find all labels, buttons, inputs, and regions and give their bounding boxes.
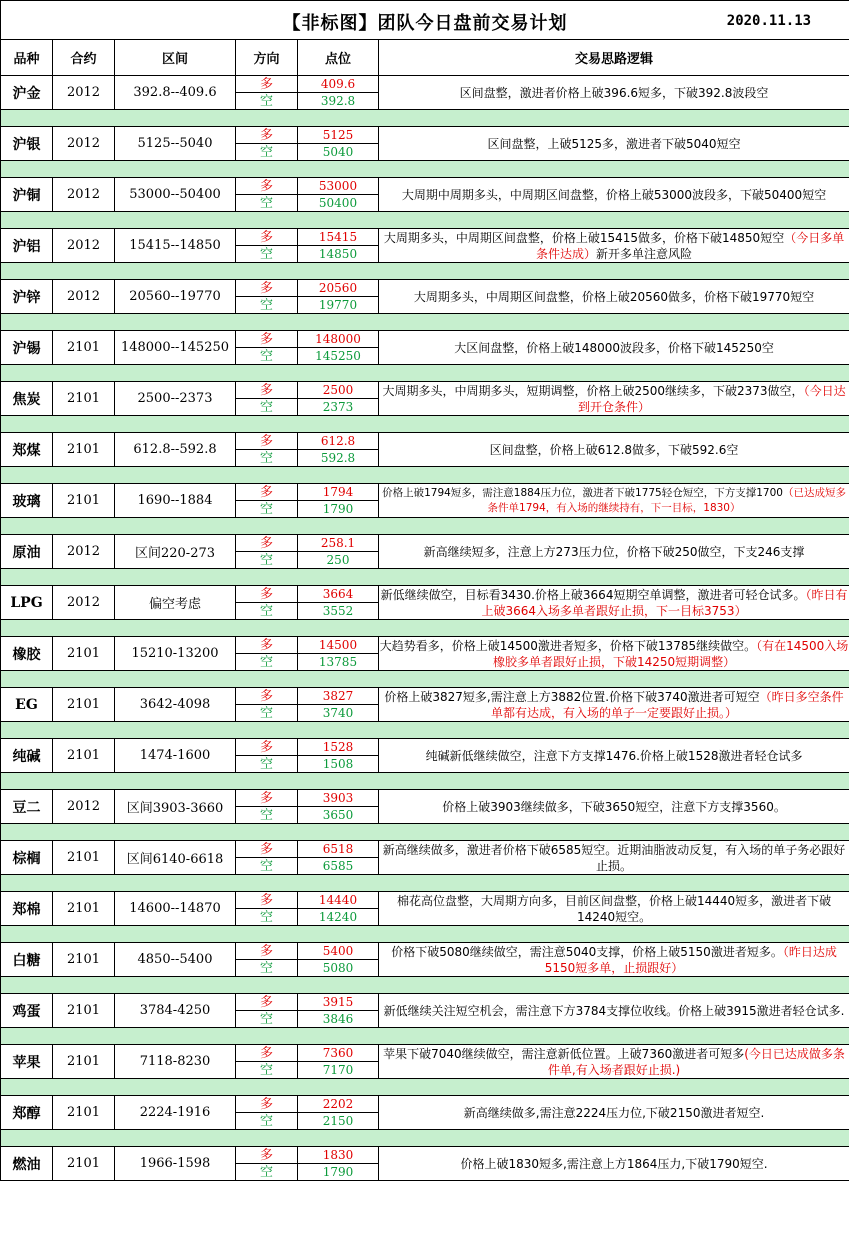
- contract-code: 2012: [53, 127, 115, 161]
- row-separator: [1, 569, 849, 586]
- level-long: 612.8: [298, 433, 379, 450]
- logic-text: 大区间盘整，价格上破148000波段多，价格下破145250空: [454, 340, 774, 355]
- separator-band: [1, 620, 849, 637]
- trade-logic: [379, 739, 849, 773]
- variety-name: 沪锡: [1, 331, 53, 365]
- contract-code: 2012: [53, 790, 115, 824]
- direction-short: 空: [236, 960, 298, 977]
- level-short: 2373: [298, 399, 379, 416]
- level-long: 2500: [298, 382, 379, 399]
- separator-band: [1, 1079, 849, 1096]
- separator-band: [1, 569, 849, 586]
- logic-text: 大周期多头，中周期多头，短期调整，价格上破2500继续多，下破2373做空，: [382, 383, 804, 398]
- price-range: 15415--14850: [115, 229, 236, 263]
- logic-text: 区间盘整，上破5125多，激进者下破5040短空: [487, 136, 741, 151]
- logic-text: 区间盘整，激进者价格上破396.6短多，下破392.8波段空: [459, 85, 769, 100]
- price-range: 4850--5400: [115, 943, 236, 977]
- level-short: 7170: [298, 1062, 379, 1079]
- row-separator: [1, 161, 849, 178]
- contract-code: 2012: [53, 229, 115, 263]
- logic-note: （昨日有上破3664入场多单者跟好止损，下一目标3753）: [481, 587, 848, 618]
- direction-short: 空: [236, 756, 298, 773]
- table-row: [1, 484, 849, 501]
- table-row: [1, 382, 849, 399]
- price-range: 5125--5040: [115, 127, 236, 161]
- direction-long: 多: [236, 943, 298, 960]
- trade-logic: [379, 535, 849, 569]
- trade-logic: [379, 382, 849, 416]
- price-range: 20560--19770: [115, 280, 236, 314]
- direction-short: 空: [236, 450, 298, 467]
- trade-logic: [379, 433, 849, 467]
- direction-long: 多: [236, 382, 298, 399]
- variety-name: 沪铜: [1, 178, 53, 212]
- level-short: 1508: [298, 756, 379, 773]
- level-short: 14240: [298, 909, 379, 926]
- row-separator: [1, 671, 849, 688]
- table-row: [1, 943, 849, 960]
- row-separator: [1, 1079, 849, 1096]
- direction-long: 多: [236, 1045, 298, 1062]
- level-long: 20560: [298, 280, 379, 297]
- price-range: 14600--14870: [115, 892, 236, 926]
- header-logic: 交易思路逻辑: [379, 40, 849, 76]
- trade-logic: [379, 127, 849, 161]
- contract-code: 2101: [53, 637, 115, 671]
- level-long: 6518: [298, 841, 379, 858]
- trade-logic: [379, 331, 849, 365]
- price-range: 148000--145250: [115, 331, 236, 365]
- direction-long: 多: [236, 994, 298, 1011]
- direction-long: 多: [236, 739, 298, 756]
- level-short: 145250: [298, 348, 379, 365]
- logic-text: 纯碱新低继续做空，注意下方支撑1476.价格上破1528激进者轻仓试多: [425, 748, 803, 763]
- direction-short: 空: [236, 1011, 298, 1028]
- level-long: 2202: [298, 1096, 379, 1113]
- contract-code: 2101: [53, 892, 115, 926]
- level-short: 2150: [298, 1113, 379, 1130]
- separator-band: [1, 110, 849, 127]
- separator-band: [1, 314, 849, 331]
- logic-text: 新低继续关注短空机会，需注意下方3784支撑位收线。价格上破3915激进者轻仓试多.: [383, 1003, 845, 1018]
- direction-long: 多: [236, 637, 298, 654]
- direction-short: 空: [236, 807, 298, 824]
- variety-name: 白糖: [1, 943, 53, 977]
- direction-short: 空: [236, 1164, 298, 1181]
- page-title: 【非标图】团队今日盘前交易计划: [282, 13, 568, 34]
- price-range: 2500--2373: [115, 382, 236, 416]
- direction-short: 空: [236, 93, 298, 110]
- contract-code: 2012: [53, 178, 115, 212]
- level-short: 6585: [298, 858, 379, 875]
- direction-short: 空: [236, 246, 298, 263]
- table-row: [1, 892, 849, 909]
- table-row: [1, 535, 849, 552]
- header-range: 区间: [115, 40, 236, 76]
- table-row: [1, 76, 849, 93]
- trade-logic: [379, 994, 849, 1028]
- contract-code: 2101: [53, 1147, 115, 1181]
- contract-code: 2101: [53, 484, 115, 518]
- variety-name: 焦炭: [1, 382, 53, 416]
- contract-code: 2012: [53, 280, 115, 314]
- variety-name: 棕榈: [1, 841, 53, 875]
- trade-logic: [379, 76, 849, 110]
- row-separator: [1, 314, 849, 331]
- level-long: 14500: [298, 637, 379, 654]
- price-range: 偏空考虑: [115, 586, 236, 620]
- separator-band: [1, 773, 849, 790]
- level-long: 3903: [298, 790, 379, 807]
- variety-name: 沪银: [1, 127, 53, 161]
- variety-name: 沪锌: [1, 280, 53, 314]
- logic-note: （已达成短多条件单1794，有入场的继续持有，下一目标，1830）: [487, 486, 846, 514]
- row-separator: [1, 977, 849, 994]
- row-separator: [1, 722, 849, 739]
- logic-text: 价格下破5080继续做空，需注意5040支撑，价格上破5150激进者短多。: [391, 944, 783, 959]
- direction-long: 多: [236, 892, 298, 909]
- direction-short: 空: [236, 603, 298, 620]
- direction-long: 多: [236, 229, 298, 246]
- header-variety: 品种: [1, 40, 53, 76]
- direction-short: 空: [236, 501, 298, 518]
- header-row: [1, 40, 849, 76]
- row-separator: [1, 875, 849, 892]
- trade-logic: [379, 586, 849, 620]
- variety-name: 纯碱: [1, 739, 53, 773]
- separator-band: [1, 212, 849, 229]
- trade-logic: [379, 892, 849, 926]
- separator-band: [1, 467, 849, 484]
- level-short: 50400: [298, 195, 379, 212]
- plan-date: 2020.11.13: [726, 13, 812, 29]
- direction-long: 多: [236, 790, 298, 807]
- logic-note: （今日达到开仓条件）: [578, 383, 846, 414]
- table-row: [1, 1045, 849, 1062]
- level-long: 258.1: [298, 535, 379, 552]
- table-row: [1, 331, 849, 348]
- variety-name: 郑煤: [1, 433, 53, 467]
- price-range: 区间220-273: [115, 535, 236, 569]
- row-separator: [1, 824, 849, 841]
- logic-text: 苹果下破7040继续做空，需注意新低位置。上破7360激进者可短多: [383, 1046, 745, 1061]
- direction-short: 空: [236, 399, 298, 416]
- variety-name: 沪金: [1, 76, 53, 110]
- table-row: [1, 280, 849, 297]
- direction-short: 空: [236, 705, 298, 722]
- contract-code: 2101: [53, 841, 115, 875]
- level-short: 5040: [298, 144, 379, 161]
- level-short: 3846: [298, 1011, 379, 1028]
- separator-band: [1, 365, 849, 382]
- direction-short: 空: [236, 654, 298, 671]
- level-long: 1528: [298, 739, 379, 756]
- direction-long: 多: [236, 688, 298, 705]
- level-short: 13785: [298, 654, 379, 671]
- logic-note: （今日多单条件达成）: [536, 230, 845, 261]
- title-bar: [1, 1, 849, 40]
- variety-name: 苹果: [1, 1045, 53, 1079]
- level-short: 19770: [298, 297, 379, 314]
- table-row: [1, 178, 849, 195]
- contract-code: 2101: [53, 382, 115, 416]
- trade-logic: [379, 943, 849, 977]
- price-range: 1474-1600: [115, 739, 236, 773]
- direction-long: 多: [236, 1096, 298, 1113]
- level-short: 3740: [298, 705, 379, 722]
- direction-short: 空: [236, 552, 298, 569]
- price-range: 区间6140-6618: [115, 841, 236, 875]
- logic-note: （昨日达成5150短多单，止损跟好）: [544, 944, 837, 975]
- price-range: 3784-4250: [115, 994, 236, 1028]
- price-range: 区间3903-3660: [115, 790, 236, 824]
- price-range: 392.8--409.6: [115, 76, 236, 110]
- level-short: 250: [298, 552, 379, 569]
- direction-short: 空: [236, 348, 298, 365]
- variety-name: 橡胶: [1, 637, 53, 671]
- contract-code: 2101: [53, 688, 115, 722]
- direction-long: 多: [236, 178, 298, 195]
- level-long: 148000: [298, 331, 379, 348]
- trade-logic: [379, 1045, 849, 1079]
- direction-short: 空: [236, 195, 298, 212]
- direction-short: 空: [236, 144, 298, 161]
- table-row: [1, 1096, 849, 1113]
- table-row: [1, 1147, 849, 1164]
- row-separator: [1, 620, 849, 637]
- logic-text: 新高继续短多，注意上方273压力位，价格下破250做空，下支246支撑: [423, 544, 805, 559]
- direction-long: 多: [236, 280, 298, 297]
- level-long: 15415: [298, 229, 379, 246]
- direction-short: 空: [236, 858, 298, 875]
- row-separator: [1, 1130, 849, 1147]
- level-short: 592.8: [298, 450, 379, 467]
- row-separator: [1, 212, 849, 229]
- level-short: 14850: [298, 246, 379, 263]
- row-separator: [1, 773, 849, 790]
- separator-band: [1, 161, 849, 178]
- trade-logic: [379, 688, 849, 722]
- table-row: [1, 841, 849, 858]
- separator-band: [1, 722, 849, 739]
- level-long: 1794: [298, 484, 379, 501]
- row-separator: [1, 365, 849, 382]
- variety-name: 沪铝: [1, 229, 53, 263]
- direction-short: 空: [236, 297, 298, 314]
- level-long: 14440: [298, 892, 379, 909]
- price-range: 612.8--592.8: [115, 433, 236, 467]
- separator-band: [1, 518, 849, 535]
- level-long: 5125: [298, 127, 379, 144]
- level-long: 409.6: [298, 76, 379, 93]
- contract-code: 2101: [53, 1045, 115, 1079]
- table-row: [1, 229, 849, 246]
- variety-name: 鸡蛋: [1, 994, 53, 1028]
- separator-band: [1, 926, 849, 943]
- logic-note: （昨日多空条件单都有达成，有入场的单子一定要跟好止损。）: [491, 689, 844, 720]
- logic-text: 新低继续做空，目标看3430.价格上破3664短期空单调整，激进者可轻仓试多。: [380, 587, 806, 602]
- row-separator: [1, 416, 849, 433]
- logic-note: （有在14500入场橡胶多单者跟好止损，下破14250短期调整）: [492, 638, 849, 669]
- contract-code: 2101: [53, 433, 115, 467]
- price-range: 1966-1598: [115, 1147, 236, 1181]
- level-long: 3664: [298, 586, 379, 603]
- row-separator: [1, 1028, 849, 1045]
- level-long: 7360: [298, 1045, 379, 1062]
- level-long: 3915: [298, 994, 379, 1011]
- logic-text: 棉花高位盘整，大周期方向多，目前区间盘整，价格上破14440短多，激进者下破14240短空。: [396, 893, 832, 924]
- table-row: [1, 994, 849, 1011]
- trade-logic: [379, 484, 849, 518]
- level-long: 1830: [298, 1147, 379, 1164]
- trade-logic: [379, 280, 849, 314]
- direction-long: 多: [236, 586, 298, 603]
- variety-name: 燃油: [1, 1147, 53, 1181]
- price-range: 3642-4098: [115, 688, 236, 722]
- row-separator: [1, 263, 849, 280]
- direction-long: 多: [236, 535, 298, 552]
- logic-text-tail: 新开多单注意风险: [596, 246, 693, 261]
- contract-code: 2101: [53, 739, 115, 773]
- separator-band: [1, 977, 849, 994]
- level-short: 1790: [298, 501, 379, 518]
- header-direction: 方向: [236, 40, 298, 76]
- trade-logic: [379, 1147, 849, 1181]
- variety-name: 郑棉: [1, 892, 53, 926]
- table-row: [1, 688, 849, 705]
- logic-text: 新高继续做多，激进者价格下破6585短空。近期油脂波动反复，有入场的单子务必跟好止损。: [382, 842, 846, 873]
- variety-name: 原油: [1, 535, 53, 569]
- level-short: 392.8: [298, 93, 379, 110]
- row-separator: [1, 926, 849, 943]
- table-row: [1, 790, 849, 807]
- variety-name: 郑醇: [1, 1096, 53, 1130]
- header-level: 点位: [298, 40, 379, 76]
- direction-long: 多: [236, 127, 298, 144]
- level-short: 3552: [298, 603, 379, 620]
- contract-code: 2101: [53, 994, 115, 1028]
- price-range: 53000--50400: [115, 178, 236, 212]
- level-long: 53000: [298, 178, 379, 195]
- contract-code: 2101: [53, 943, 115, 977]
- table-row: [1, 433, 849, 450]
- direction-long: 多: [236, 841, 298, 858]
- row-separator: [1, 467, 849, 484]
- contract-code: 2012: [53, 586, 115, 620]
- header-contract: 合约: [53, 40, 115, 76]
- contract-code: 2101: [53, 1096, 115, 1130]
- direction-short: 空: [236, 1062, 298, 1079]
- trade-logic: [379, 790, 849, 824]
- table-row: [1, 127, 849, 144]
- price-range: 15210-13200: [115, 637, 236, 671]
- logic-text: 大周期中周期多头，中周期区间盘整，价格上破53000波段多，下破50400短空: [401, 187, 827, 202]
- trade-logic: [379, 178, 849, 212]
- separator-band: [1, 1028, 849, 1045]
- trade-logic: [379, 229, 849, 263]
- contract-code: 2101: [53, 331, 115, 365]
- level-long: 3827: [298, 688, 379, 705]
- direction-long: 多: [236, 433, 298, 450]
- separator-band: [1, 875, 849, 892]
- price-range: 1690--1884: [115, 484, 236, 518]
- price-range: 7118-8230: [115, 1045, 236, 1079]
- variety-name: EG: [1, 688, 53, 722]
- logic-text: 大周期多头，中周期区间盘整，价格上破15415做多，价格下破14850短空: [383, 230, 785, 245]
- separator-band: [1, 671, 849, 688]
- variety-name: 玻璃: [1, 484, 53, 518]
- trade-logic: [379, 637, 849, 671]
- direction-short: 空: [236, 909, 298, 926]
- table-row: [1, 637, 849, 654]
- logic-text: 大周期多头，中周期区间盘整，价格上破20560做多，价格下破19770短空: [413, 289, 815, 304]
- variety-name: 豆二: [1, 790, 53, 824]
- row-separator: [1, 518, 849, 535]
- logic-text: 区间盘整，价格上破612.8做多，下破592.6空: [489, 442, 739, 457]
- table-row: [1, 586, 849, 603]
- level-long: 5400: [298, 943, 379, 960]
- separator-band: [1, 416, 849, 433]
- logic-text: 价格上破1830短多,需注意上方1864压力,下破1790短空.: [460, 1156, 768, 1171]
- row-separator: [1, 110, 849, 127]
- trade-logic: [379, 1096, 849, 1130]
- logic-text: 价格上破3827短多,需注意上方3882位置.价格下破3740激进者可短空: [384, 689, 760, 704]
- direction-long: 多: [236, 331, 298, 348]
- logic-text: 大趋势看多，价格上破14500激进者短多，价格下破13785继续做空。: [379, 638, 757, 653]
- separator-band: [1, 824, 849, 841]
- price-range: 2224-1916: [115, 1096, 236, 1130]
- direction-long: 多: [236, 76, 298, 93]
- trade-logic: [379, 841, 849, 875]
- level-short: 3650: [298, 807, 379, 824]
- contract-code: 2012: [53, 76, 115, 110]
- level-short: 1790: [298, 1164, 379, 1181]
- logic-text: 价格上破3903继续做多，下破3650短空，注意下方支撑3560。: [442, 799, 786, 814]
- variety-name: LPG: [1, 586, 53, 620]
- contract-code: 2012: [53, 535, 115, 569]
- logic-note: (今日已达成做多条件单,有入场者跟好止损.): [547, 1046, 845, 1077]
- level-short: 5080: [298, 960, 379, 977]
- logic-text: 新高继续做多,需注意2224压力位,下破2150激进者短空.: [463, 1105, 765, 1120]
- separator-band: [1, 263, 849, 280]
- direction-long: 多: [236, 1147, 298, 1164]
- logic-text: 价格上破1794短多，需注意1884压力位，激进者下破1775轻仓短空，下方支撑1700: [382, 486, 783, 499]
- direction-short: 空: [236, 1113, 298, 1130]
- direction-long: 多: [236, 484, 298, 501]
- table-row: [1, 739, 849, 756]
- separator-band: [1, 1130, 849, 1147]
